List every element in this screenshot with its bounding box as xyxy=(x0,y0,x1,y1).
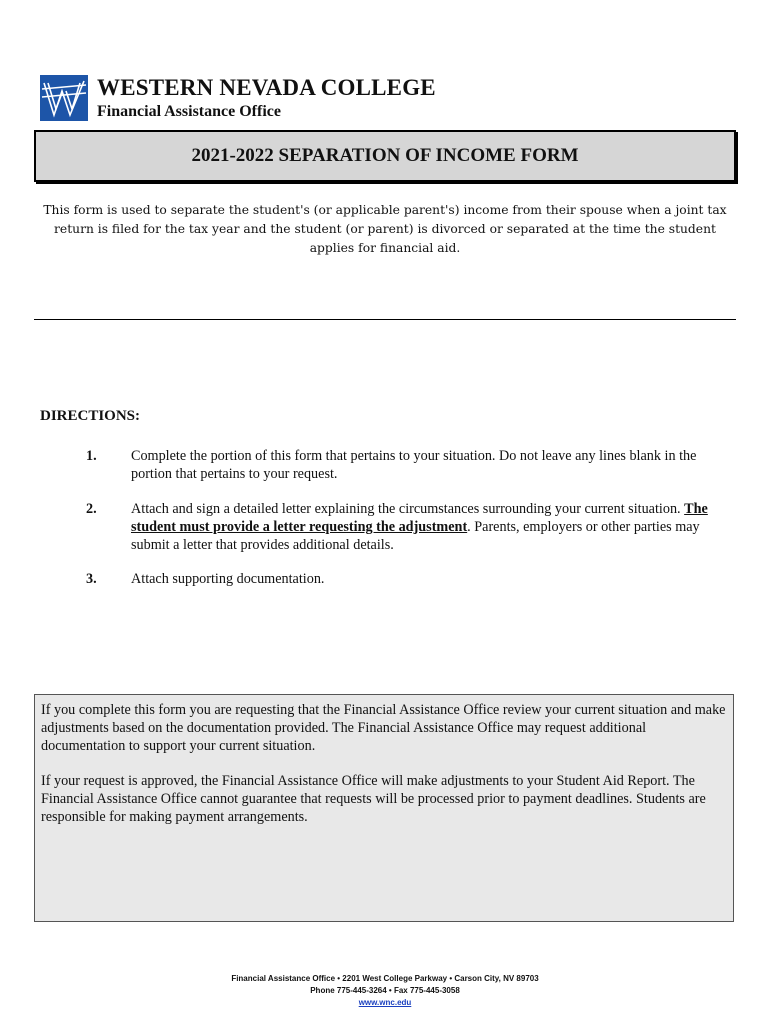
direction-number-2: 2. xyxy=(86,501,97,517)
direction-text-1: Complete the portion of this form that pertains to your situation. Do not leave any lines blank in the portion that pertains to your request. xyxy=(131,448,697,482)
letter-requirement-emphasis: The student must provide a letter requesting the adjustment xyxy=(131,501,708,535)
website-link[interactable]: www.wnc.edu xyxy=(358,998,412,1007)
direction-text-3: Attach supporting documentation. xyxy=(131,571,325,587)
notice-paragraph-2: If your request is approved, the Financial Assistance Office will make adjustments to your Student Aid Report. The Financial Assistance Office cannot guarantee that requests will be processed prior to payment deadlines. Students are responsible for making payment arrangements. xyxy=(41,773,706,825)
footer-address: Financial Assistance Office • 2201 West College Parkway • Carson City, NV 89703 xyxy=(231,974,539,983)
office-name: Financial Assistance Office xyxy=(97,103,281,120)
footer-phone: Phone 775-445-3264 • Fax 775-445-3058 xyxy=(310,986,460,995)
direction-number-1: 1. xyxy=(86,448,97,464)
notice-paragraph-1: If you complete this form you are requesting that the Financial Assistance Office review your current situation and make adjustments based on the documentation provided. The Financial Assistance Office may request additional documentation to support your current situation. xyxy=(41,702,726,754)
direction-text-2 xyxy=(131,500,731,554)
form-title: 2021-2022 SEPARATION OF INCOME FORM xyxy=(191,145,579,166)
direction-text-2-part1: Attach and sign a detailed letter explaining the circumstances surrounding your current situation. xyxy=(131,501,681,517)
intro-text: This form is used to separate the student's (or applicable parent's) income from their spouse when a joint tax return is filed for the tax year and the student (or parent) is divorced or separated at the time the student applies for financial aid. xyxy=(43,203,727,255)
form-title-box xyxy=(34,130,736,182)
divider xyxy=(34,319,736,320)
direction-number-3: 3. xyxy=(86,571,97,587)
wnc-logo-icon xyxy=(40,75,88,121)
directions-heading: DIRECTIONS: xyxy=(40,408,141,424)
direction-text-2-part2: . Parents, employers or other parties may submit a letter that provides additional details. xyxy=(131,519,700,553)
footer-website-line xyxy=(0,997,770,1008)
notice-box xyxy=(34,694,734,922)
college-name: WESTERN NEVADA COLLEGE xyxy=(97,75,436,100)
